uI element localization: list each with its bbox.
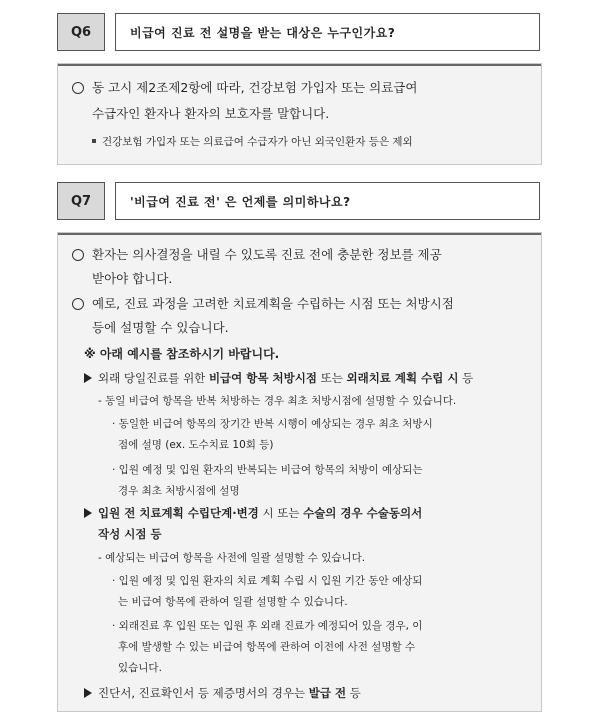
triangle-bullet-icon <box>84 508 92 518</box>
triangle-bullet-icon <box>84 688 92 698</box>
q7-label: Q7 <box>57 182 105 220</box>
triangle-bullet-icon <box>84 373 92 383</box>
circle-bullet-icon <box>72 298 84 310</box>
circle-bullet-icon <box>72 249 84 261</box>
q7-bullet1: 환자는 의사결정을 내릴 수 있도록 진료 전에 충분한 정보를 제공 <box>72 247 442 263</box>
q7-bullet2-cont: 등에 설명할 수 있습니다. <box>92 320 229 335</box>
q7-case2-detail3-cont2: 있습니다. <box>118 662 162 674</box>
q7-bullet1-cont: 받아야 합니다. <box>92 271 173 286</box>
q7-header <box>57 182 540 220</box>
q7-bullet2: 예로, 진료 과정을 고려한 치료계획을 수립하는 시점 또는 처방시점 <box>72 296 454 312</box>
q7-case1-detail3: · 입원 예정 및 입원 환자의 반복되는 비급여 항목의 처방이 예상되는 <box>112 464 423 476</box>
q6-label: Q6 <box>57 13 105 51</box>
q7-answer-box <box>57 232 542 712</box>
q7-title: '비급여 진료 전' 은 언제를 의미하나요? <box>115 182 540 220</box>
q6-header <box>57 13 540 51</box>
q7-case2-detail1: - 예상되는 비급여 항목을 사전에 일괄 설명할 수 있습니다. <box>98 552 366 564</box>
q6-answer-box <box>57 63 542 165</box>
q7-case2-detail3-cont: 후에 발생할 수 있는 비급여 항목에 관하여 이전에 사전 설명할 수 <box>118 641 416 653</box>
q7-case1-detail2-cont: 점에 설명 (ex. 도수치료 10회 등) <box>118 439 274 451</box>
square-bullet-icon <box>92 139 96 143</box>
q7-case1-detail3-cont: 경우 최초 처방시점에 설명 <box>118 485 240 497</box>
circle-bullet-icon <box>72 82 84 94</box>
q7-case1: 외래 당일진료를 위한 비급여 항목 처방시점 또는 외래치료 계획 수립 시 등 <box>84 370 473 386</box>
q7-reference-note: ※ 아래 예시를 참조하시기 바랍니다. <box>84 347 280 361</box>
q6-note: 건강보험 가입자 또는 의료급여 수급자가 아닌 외국인환자 등은 제외 <box>92 134 413 150</box>
q6-bullet1-cont: 수급자인 환자나 환자의 보호자를 말합니다. <box>92 106 330 121</box>
q6-bullet1: 동 고시 제2조제2항에 따라, 건강보험 가입자 또는 의료급여 <box>72 80 417 96</box>
q7-case2-cont: 작성 시점 등 <box>98 527 162 541</box>
q7-case3: 진단서, 진료확인서 등 제증명서의 경우는 발급 전 등 <box>84 685 361 701</box>
q7-case1-detail1: - 동일 비급여 항목을 반복 처방하는 경우 최초 처방시점에 설명할 수 있습니다. <box>98 395 457 407</box>
q7-case2: 입원 전 치료계획 수립단계·변경 시 또는 수술의 경우 수술동의서 <box>84 505 422 521</box>
q7-case2-detail3: · 외래진료 후 입원 또는 입원 후 외래 진료가 예정되어 있을 경우, 이 <box>112 620 423 632</box>
q7-case1-detail2: · 동일한 비급여 항목의 장기간 반복 시행이 예상되는 경우 최초 처방시 <box>112 418 433 430</box>
q7-case2-detail2-cont: 는 비급여 항목에 관하여 일괄 설명할 수 있습니다. <box>118 596 348 608</box>
q7-case2-detail2: · 입원 예정 및 입원 환자의 치료 계획 수립 시 입원 기간 동안 예상되 <box>112 575 423 587</box>
q6-title: 비급여 진료 전 설명을 받는 대상은 누구인가요? <box>115 13 540 51</box>
